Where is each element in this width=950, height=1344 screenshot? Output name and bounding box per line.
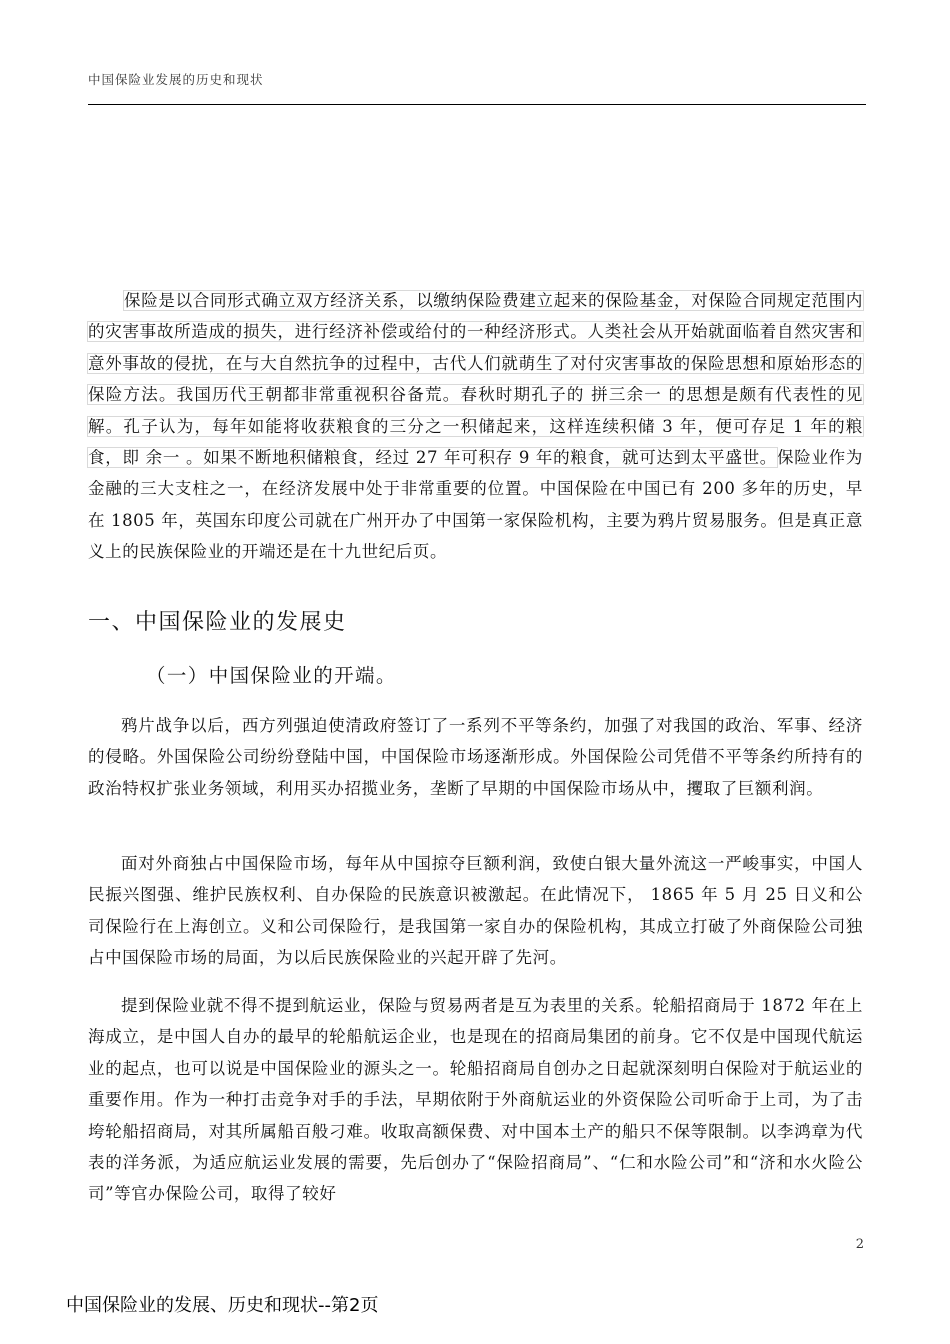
intro-lead-text: 保险是以合同形式确立双方经济关系，以缴纳保险费建立起来的保险基金，对保险合同规定范围内的灾害事故所造成的损失，进行经济补偿或给付的一种经济形式。人类社会从开始就面临着自然灾害和意外事故的侵扰，在与大自然抗争的过程中，古代人们就萌生了对付灾害事故的保险思想和原始形态的保险方法。我国历代王朝都非常重视积谷备荒。春秋时期孔子的 拼三余一 的思想是颇有代表性的见解。孔子认为，每年如能将收获粮食的三分之一积储起来，这样连续积储 3 年，便可存足 1 年的粮食，即 余一 。如果不断地积储粮食，经过 27 年可积存 9 年的粮食，就可达到太平盛世。 — [88, 291, 863, 468]
page-number: 2 — [855, 1237, 864, 1252]
paragraph-yihe-company: 面对外商独占中国保险市场，每年从中国掠夺巨额利润，致使白银大量外流这一严峻事实，中国人民振兴图强、维护民族权利、自办保险的民族意识被激起。在此情况下， 1865 年 5 月 25 日义和公司保险行在上海创立。义和公司保险行，是我国第一家自办的保险机构，其成立打破了外商保险公司独占中国保险市场的局面，为以后民族保险业的兴起开辟了先河。 — [88, 854, 863, 968]
paragraph-shipping: 提到保险业就不得不提到航运业，保险与贸易两者是互为表里的关系。轮船招商局于 1872 年在上海成立，是中国人自办的最早的轮船航运企业，也是现在的招商局集团的前身。它不仅是中国现代航运业的起点，也可以说是中国保险业的源头之一。轮船招商局自创办之日起就深刻明白保险对于航运业的重要作用。作为一种打击竞争对手的手法，早期依附于外商航运业的外资保险公司听命于上司，为了击垮轮船招商局，对其所属船百般刁难。收取高额保费、对中国本土产的船只不保等限制。以李鸿章为代表的洋务派，为适应航运业发展的需要，先后创办了“保险招商局”、“仁和水险公司”和“济和水火险公司”等官办保险公司，取得了较好 — [88, 996, 863, 1204]
intro-tail-text: 保险业作为金融的三大支柱之一，在经济发展中处于非常重要的位置。中国保险在中国已有 200 多年的历史，早在 1805 年，英国东印度公司就在广州开办了中国第一家保险机构，主要为鸦片贸易服务。但是真正意义上的民族保险业的开端还是在十九世纪后页。 — [88, 448, 863, 562]
footer-title: 中国保险业的发展、历史和现状--第2页 — [66, 1295, 379, 1316]
section-heading: 一、中国保险业的发展史 — [88, 610, 347, 635]
intro-paragraph — [88, 285, 863, 568]
running-header: 中国保险业发展的历史和现状 — [88, 72, 264, 87]
section-subheading: （一）中国保险业的开端。 — [146, 664, 397, 687]
header-rule — [88, 104, 866, 105]
paragraph-opium-war: 鸦片战争以后，西方列强迫使清政府签订了一系列不平等条约，加强了对我国的政治、军事、经济的侵略。外国保险公司纷纷登陆中国，中国保险市场逐渐形成。外国保险公司凭借不平等条约所持有的政治特权扩张业务领域，利用买办招揽业务，垄断了早期的中国保险市场从中，攫取了巨额利润。 — [88, 716, 863, 798]
